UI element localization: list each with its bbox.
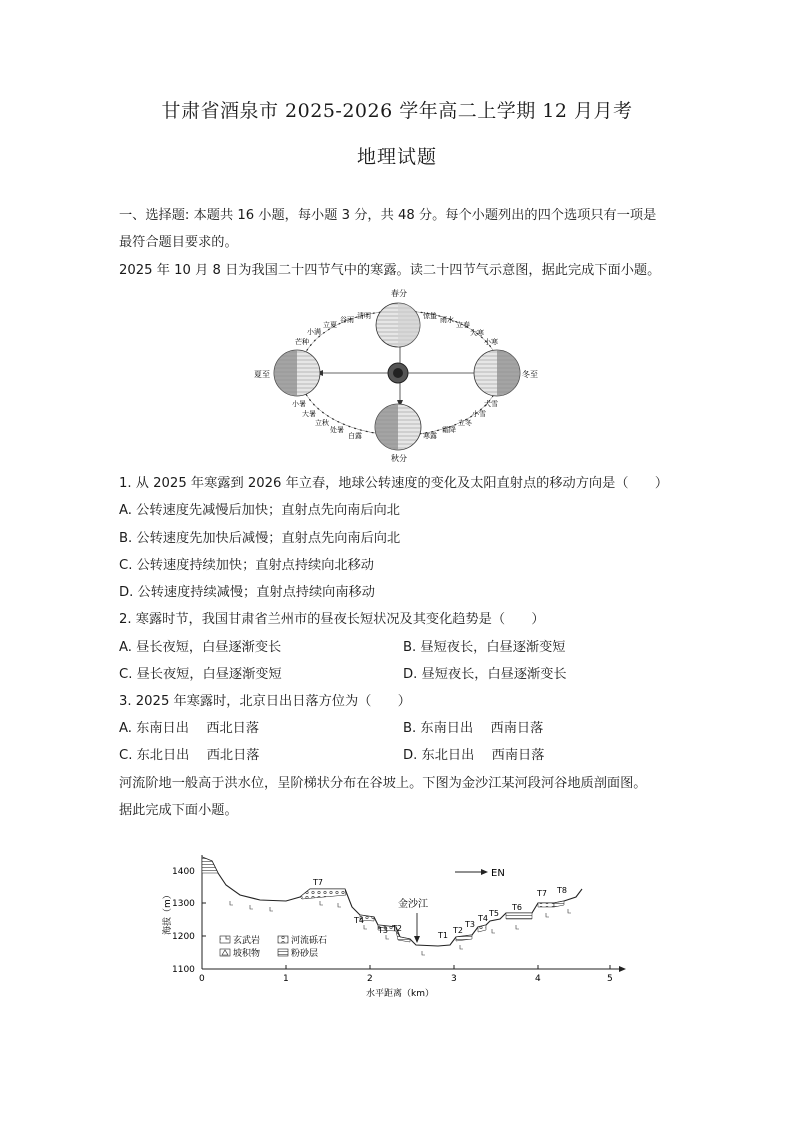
direction-label: EN bbox=[491, 868, 505, 879]
term-label: 立秋 bbox=[315, 419, 329, 427]
page-subtitle: 地理试题 bbox=[356, 146, 437, 168]
x-tick: 3 bbox=[451, 974, 457, 984]
y-tick: 1400 bbox=[172, 867, 195, 877]
earth-spring-equinox bbox=[376, 303, 420, 347]
x-tick: 1 bbox=[283, 974, 289, 984]
y-tick: 1200 bbox=[172, 932, 195, 942]
earth-winter-solstice bbox=[474, 350, 520, 396]
question-3-option-c[interactable]: C. 东北日出 西北日落 bbox=[119, 748, 260, 763]
term-label: 大暑 bbox=[302, 410, 316, 418]
terrace-label: T3 bbox=[465, 920, 475, 929]
legend-gravel: 河流砾石 bbox=[291, 936, 328, 946]
section2-context-line1: 河流阶地一般高于洪水位，呈阶梯状分布在谷坡上。下图为金沙江某河段河谷地质剖面图。 bbox=[119, 776, 647, 791]
y-axis-label: 海拔（m） bbox=[163, 890, 173, 935]
term-label: 小寒 bbox=[484, 338, 498, 346]
question-2-option-c[interactable]: C. 昼长夜短，白昼逐渐变短 bbox=[119, 667, 282, 682]
x-tick: 0 bbox=[199, 974, 205, 984]
question-2-option-a[interactable]: A. 昼长夜短，白昼逐渐变长 bbox=[119, 640, 282, 655]
terrace-label: T6 bbox=[512, 903, 522, 912]
terrace-label: T3 bbox=[378, 926, 388, 935]
earth-autumn-equinox bbox=[375, 404, 421, 450]
solar-terms-figure bbox=[250, 282, 550, 464]
term-label: 处暑 bbox=[330, 426, 344, 434]
term-label: 芒种 bbox=[295, 338, 309, 346]
question-3-option-a[interactable]: A. 东南日出 西北日落 bbox=[119, 721, 260, 736]
terrace-label: T5 bbox=[489, 909, 499, 918]
term-label: 雨水 bbox=[440, 316, 454, 324]
term-label: 立夏 bbox=[323, 321, 337, 329]
page-title: 甘肃省酒泉市 2025-2026 学年高二上学期 12 月月考 bbox=[161, 100, 633, 122]
section2-context-line2: 据此完成下面小题。 bbox=[119, 803, 238, 818]
question-1-option-a[interactable]: A. 公转速度先减慢后加快；直射点先向南后向北 bbox=[119, 503, 400, 518]
question-3-option-b[interactable]: B. 东南日出 西南日落 bbox=[403, 721, 544, 736]
term-label: 立冬 bbox=[458, 419, 472, 427]
term-label: 立春 bbox=[456, 321, 470, 329]
term-label: 小满 bbox=[307, 328, 321, 336]
question-3-stem: 3. 2025 年寒露时，北京日出日落方位为（ ） bbox=[119, 694, 411, 709]
legend-silt: 粉砂层 bbox=[291, 949, 319, 959]
label-winter: 冬至 bbox=[522, 370, 538, 379]
term-label: 惊蛰 bbox=[423, 312, 437, 320]
term-label: 小暑 bbox=[292, 400, 306, 408]
y-tick: 1100 bbox=[172, 965, 195, 975]
y-tick: 1300 bbox=[172, 899, 195, 909]
section-instruction-line2: 最符合题目要求的。 bbox=[119, 235, 238, 250]
river-label: 金沙江 bbox=[398, 899, 428, 910]
profile-legend bbox=[220, 934, 327, 959]
terrace-label: T7 bbox=[313, 878, 323, 887]
x-axis-label: 水平距离（km） bbox=[366, 989, 434, 999]
question-1-stem: 1. 从 2025 年寒露到 2026 年立春，地球公转速度的变化及太阳直射点的移动方向是（ ） bbox=[119, 476, 669, 491]
terrace-label: T2 bbox=[453, 926, 463, 935]
terrace-label: T4 bbox=[478, 914, 488, 923]
x-tick: 5 bbox=[607, 974, 613, 984]
legend-basalt: 玄武岩 bbox=[233, 936, 261, 946]
term-label: 清明 bbox=[357, 312, 371, 320]
terrace-label: T8 bbox=[557, 886, 567, 895]
term-label: 小雪 bbox=[472, 410, 486, 418]
river-valley-profile bbox=[160, 845, 640, 1005]
term-label: 白露 bbox=[348, 432, 362, 440]
question-3-option-d[interactable]: D. 东北日出 西南日落 bbox=[403, 748, 545, 763]
terrace-label: T1 bbox=[438, 931, 448, 940]
terrace-label: T2 bbox=[392, 924, 402, 933]
x-tick: 4 bbox=[535, 974, 541, 984]
question-1-option-c[interactable]: C. 公转速度持续加快；直射点持续向北移动 bbox=[119, 558, 374, 573]
question-1-option-d[interactable]: D. 公转速度持续减慢；直射点持续向南移动 bbox=[119, 585, 375, 600]
earth-summer-solstice bbox=[274, 350, 320, 396]
label-spring: 春分 bbox=[391, 289, 407, 298]
label-summer: 夏至 bbox=[254, 370, 270, 379]
question-2-option-d[interactable]: D. 昼短夜长，白昼逐渐变长 bbox=[403, 667, 567, 682]
question-2-stem: 2. 寒露时节，我国甘肃省兰州市的昼夜长短状况及其变化趋势是（ ） bbox=[119, 612, 545, 627]
legend-slope: 坡积物 bbox=[233, 949, 261, 959]
terrace-label: T4 bbox=[354, 916, 364, 925]
label-autumn: 秋分 bbox=[391, 454, 407, 463]
term-label: 霜降 bbox=[442, 426, 456, 434]
terrace-label: T7 bbox=[537, 889, 547, 898]
x-tick: 2 bbox=[367, 974, 373, 984]
question-2-option-b[interactable]: B. 昼短夜长，白昼逐渐变短 bbox=[403, 640, 566, 655]
term-label: 谷雨 bbox=[340, 316, 354, 324]
question-1-option-b[interactable]: B. 公转速度先加快后减慢；直射点先向南后向北 bbox=[119, 531, 401, 546]
term-label: 寒露 bbox=[423, 432, 437, 440]
question-context: 2025 年 10 月 8 日为我国二十四节气中的寒露。读二十四节气示意图，据此完成下面小题。 bbox=[119, 263, 661, 278]
term-label: 大寒 bbox=[470, 329, 484, 337]
section-instruction-line1: 一、选择题: 本题共 16 小题，每小题 3 分，共 48 分。每个小题列出的四个选项只有一项是 bbox=[119, 208, 657, 223]
term-label: 大雪 bbox=[484, 400, 498, 408]
